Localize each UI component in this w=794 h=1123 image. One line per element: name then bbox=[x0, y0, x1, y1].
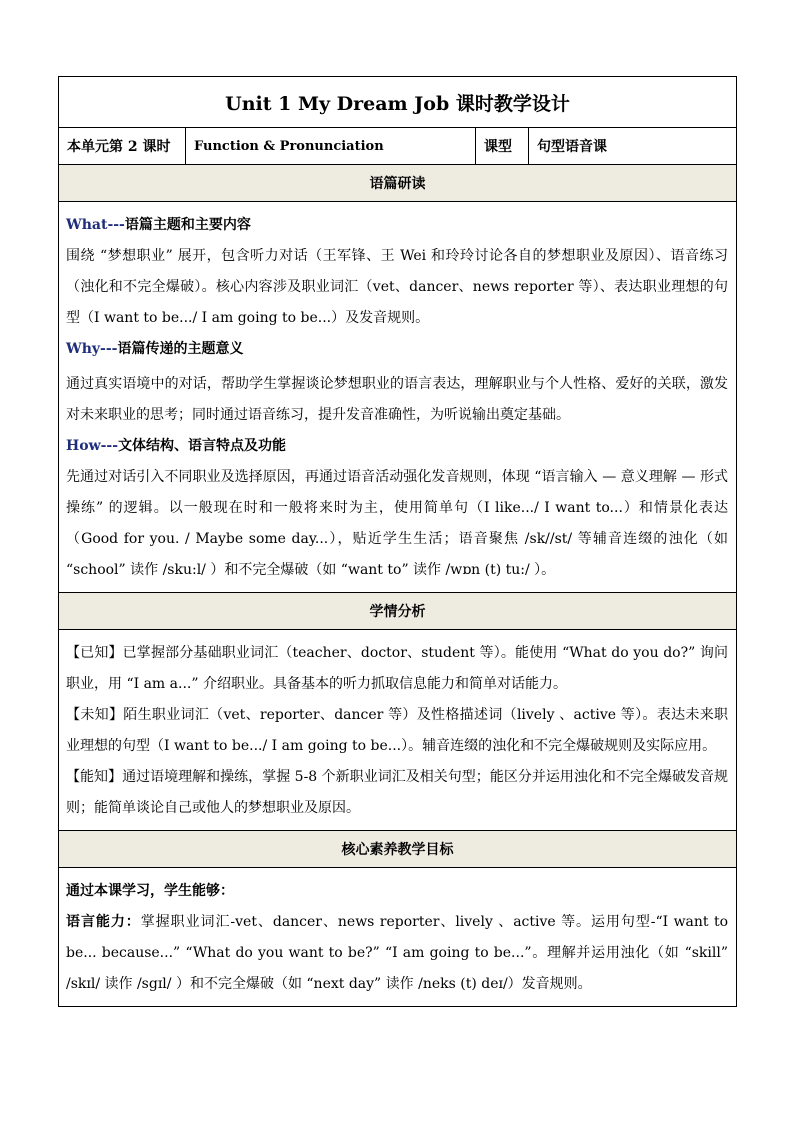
core-goals-content bbox=[59, 868, 737, 1007]
lesson-number-label: 本单元第 2 课时 bbox=[59, 128, 186, 165]
what-prefix: What--- bbox=[66, 217, 125, 233]
lesson-type-label: 课型 bbox=[476, 128, 529, 165]
section-header-core-goals: 核心素养教学目标 bbox=[59, 831, 737, 868]
document-title: Unit 1 My Dream Job 课时教学设计 bbox=[59, 77, 737, 128]
unknown-paragraph bbox=[66, 700, 728, 762]
how-heading bbox=[66, 431, 728, 462]
known-text: 已掌握部分基础职业词汇（teacher、doctor、student 等）。能使用 “What do you do?” 询问职业，用 “I am a...” 介绍职业。具备基本的听力抓取信息能力和简单对话能力。 bbox=[66, 645, 729, 692]
lesson-topic: Function & Pronunciation bbox=[186, 128, 476, 165]
lesson-type-value: 句型语音课 bbox=[529, 128, 737, 165]
unknown-text: 陌生职业词汇（vet、reporter、dancer 等）及性格描述词（lively 、active 等）。表达未来职业理想的句型（I want to be.../ I am going to be...）。辅音连缀的浊化和不完全爆破规则及实际应用。 bbox=[66, 707, 729, 754]
section-header-learner-analysis: 学情分析 bbox=[59, 593, 737, 630]
why-prefix: Why--- bbox=[66, 341, 118, 357]
what-heading bbox=[66, 210, 728, 241]
how-paragraph: 先通过对话引入不同职业及选择原因，再通过语音活动强化发音规则，体现 “语言输入 — 意义理解 — 形式操练” 的逻辑。以一般现在时和一般将来时为主，使用简单句（I like.../ I want to...）和情景化表达（Good for you. / Maybe some day...），贴近学生生活；语音聚焦 /sk//st/ 等辅音连缀的浊化（如 “school” 读作 /sku:l/ ）和不完全爆破（如 “want to” 读作 /wɒn (t) tu:/ ）。 bbox=[66, 469, 728, 578]
goals-intro: 通过本课学习，学生能够： bbox=[66, 883, 234, 899]
language-ability-label: 语言能力： bbox=[66, 914, 141, 930]
text-study-content bbox=[59, 202, 737, 593]
how-prefix: How--- bbox=[66, 438, 119, 454]
able-text: 通过语境理解和操练，掌握 5-8 个新职业词汇及相关句型；能区分并运用浊化和不完全爆破发音规则；能简单谈论自己或他人的梦想职业及原因。 bbox=[66, 769, 729, 816]
what-title: 语篇主题和主要内容 bbox=[124, 217, 251, 233]
able-label: 【能知】 bbox=[66, 769, 123, 785]
how-title: 文体结构、语言特点及功能 bbox=[118, 438, 287, 454]
able-paragraph bbox=[66, 762, 728, 824]
lesson-plan-table bbox=[58, 76, 737, 1007]
known-label: 【已知】 bbox=[66, 645, 123, 661]
language-ability-paragraph bbox=[66, 907, 728, 1000]
why-paragraph: 通过真实语境中的对话，帮助学生掌握谈论梦想职业的语言表达，理解职业与个人性格、爱好的关联，激发对未来职业的思考；同时通过语音练习，提升发音准确性，为听说输出奠定基础。 bbox=[66, 376, 728, 423]
language-ability-text: 掌握职业词汇-vet、dancer、news reporter、lively 、active 等。运用句型-“I want to be... because...” “What do you want to be?” “I am going to be...”。理解并运用浊化（如 “skill” /skɪl/ 读作 /sgɪl/ ）和不完全爆破（如 “next day” 读作 /neks (t) deɪ/）发音规则。 bbox=[66, 914, 728, 992]
section-header-text-study: 语篇研读 bbox=[59, 165, 737, 202]
known-paragraph bbox=[66, 638, 728, 700]
what-paragraph: 围绕 “梦想职业” 展开，包含听力对话（王军锋、王 Wei 和玲玲讨论各自的梦想职业及原因）、语音练习（浊化和不完全爆破）。核心内容涉及职业词汇（vet、dancer、news reporter 等）、表达职业理想的句型（I want to be.../ I am going to be...）及发音规则。 bbox=[66, 248, 728, 326]
unknown-label: 【未知】 bbox=[66, 707, 124, 723]
learner-analysis-content bbox=[59, 630, 737, 831]
why-title: 语篇传递的主题意义 bbox=[117, 341, 244, 357]
why-heading bbox=[66, 334, 728, 365]
